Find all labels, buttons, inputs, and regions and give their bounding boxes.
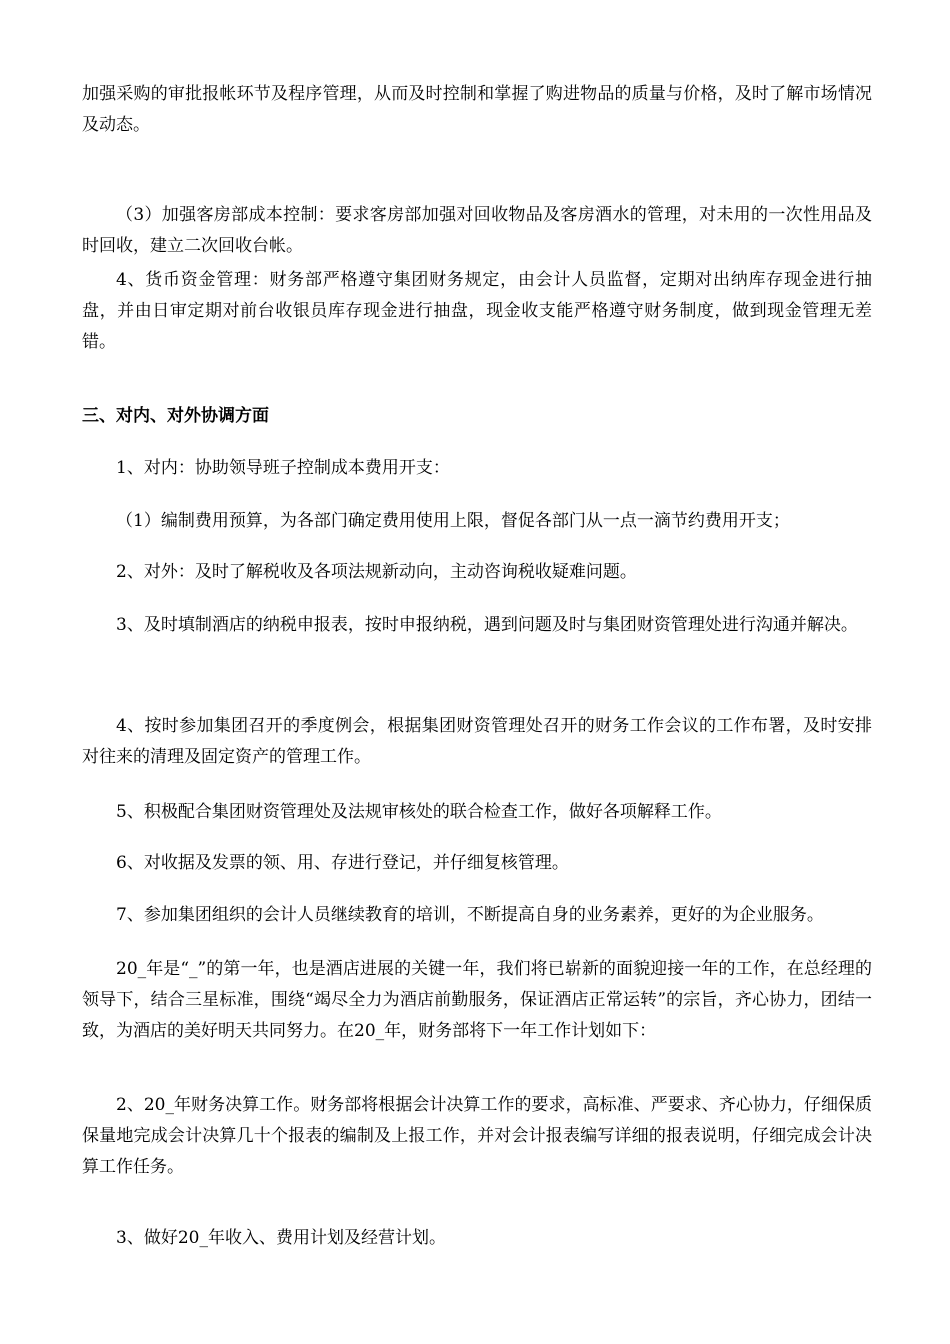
- paragraph-expense-budget: （1）编制费用预算，为各部门确定费用使用上限，督促各部门从一点一滴节约费用开支；: [116, 511, 790, 531]
- section-heading-coordination: 三、对内、对外协调方面: [82, 406, 269, 426]
- paragraph-revenue-expense-plan: 3、做好20_年收入、费用计划及经营计划。: [116, 1228, 446, 1248]
- paragraph-joint-inspection: 5、积极配合集团财资管理处及法规审核处的联合检查工作，做好各项解释工作。: [116, 802, 722, 822]
- paragraph-tax-filing: 3、及时填制酒店的纳税申报表，按时申报纳税，遇到问题及时与集团财资管理处进行沟通并解决。: [116, 615, 858, 635]
- paragraph-receipts-invoices: 6、对收据及发票的领、用、存进行登记，并仔细复核管理。: [116, 853, 569, 873]
- paragraph-external: 2、对外：及时了解税收及各项法规新动向，主动咨询税收疑难问题。: [116, 562, 637, 582]
- paragraph-continuing-education: 7、参加集团组织的会计人员继续教育的培训，不断提高自身的业务素养，更好的为企业服务。: [116, 905, 824, 925]
- paragraph-procurement-approval: 加强采购的审批报帐环节及程序管理，从而及时控制和掌握了购进物品的质量与价格，及时了解市场情况及动态。: [82, 84, 872, 135]
- paragraph-final-accounts: 2、20_年财务决算工作。财务部将根据会计决算工作的要求，高标准、严要求、齐心协力，仔细保质保量地完成会计决算几十个报表的编制及上报工作，并对会计报表编写详细的报表说明，仔细完成会计决算工作任务。: [82, 1095, 872, 1177]
- paragraph-quarterly-meeting: 4、按时参加集团召开的季度例会，根据集团财资管理处召开的财务工作会议的工作布署，及时安排对往来的清理及固定资产的管理工作。: [82, 716, 872, 767]
- paragraph-cash-management: 4、货币资金管理：财务部严格遵守集团财务规定，由会计人员监督，定期对出纳库存现金进行抽盘，并由日审定期对前台收银员库存现金进行抽盘，现金收支能严格遵守财务制度，做到现金管理无差错。: [82, 270, 872, 352]
- paragraph-annual-plan-intro: 20_年是“_”的第一年，也是酒店进展的关键一年，我们将已崭新的面貌迎接一年的工作，在总经理的领导下，结合三星标准，围绕“竭尽全力为酒店前勤服务，保证酒店正常运转”的宗旨，齐心协力，团结一致，为酒店的美好明天共同努力。在20_年，财务部将下一年工作计划如下：: [82, 959, 872, 1041]
- paragraph-internal: 1、对内：协助领导班子控制成本费用开支：: [116, 458, 450, 478]
- paragraph-housekeeping-cost-control: （3）加强客房部成本控制：要求客房部加强对回收物品及客房酒水的管理，对未用的一次性用品及时回收，建立二次回收台帐。: [82, 205, 872, 256]
